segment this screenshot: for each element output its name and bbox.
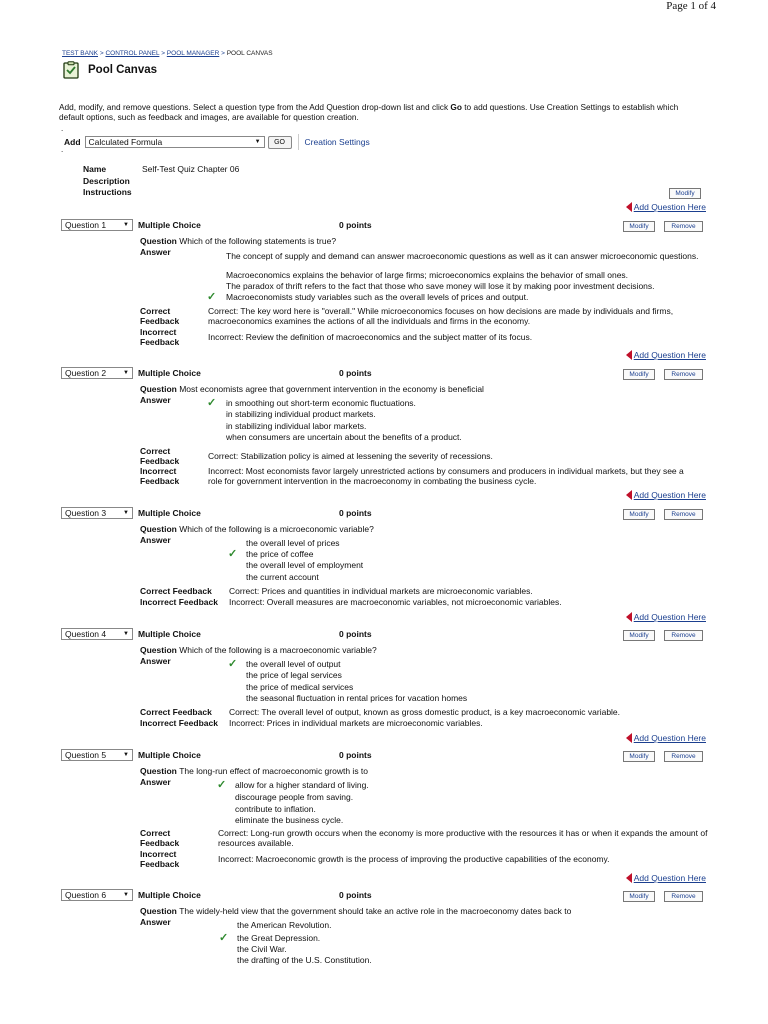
spacer-dot: . xyxy=(61,124,64,133)
question-body: Which of the following is a microeconomic variable? xyxy=(179,524,374,534)
page-header xyxy=(62,61,157,79)
answer-label: Answer xyxy=(140,777,171,787)
add-question-here-link[interactable] xyxy=(626,490,706,500)
pool-name-value: Self-Test Quiz Chapter 06 xyxy=(142,164,240,174)
breadcrumb-separator: > xyxy=(221,50,225,57)
question-number-select[interactable] xyxy=(61,628,133,640)
add-question-label: Add Question Here xyxy=(633,873,706,883)
question-number-value: Question 2 xyxy=(65,368,107,378)
incorrect-feedback-text: Incorrect: Most economists favor largely unrestricted actions by consumers and producers in individual markets, but they see a role for government intervention in the macroeconomy in combating the business cycle. xyxy=(208,466,684,486)
correct-feedback-text: Correct: The key word here is "overall." While microeconomics focuses on how decisions are made by individuals and firms, macroeconomics examines the actions of all the individuals and firms in the economy. xyxy=(208,306,674,326)
remove-question-button[interactable]: Remove xyxy=(664,751,703,762)
correct-check-icon: ✓ xyxy=(207,291,217,303)
question-points: 0 points xyxy=(339,629,372,639)
breadcrumb-separator: > xyxy=(99,50,104,57)
add-arrow-icon xyxy=(626,490,632,500)
modify-question-button[interactable]: Modify xyxy=(623,369,655,380)
intro-go-word: Go xyxy=(450,102,462,112)
remove-question-button[interactable]: Remove xyxy=(664,891,703,902)
answer-label: Answer xyxy=(140,917,171,927)
add-arrow-icon xyxy=(626,612,632,622)
remove-question-button[interactable]: Remove xyxy=(664,221,703,232)
correct-check-icon: ✓ xyxy=(228,548,238,560)
answer-option: the Great Depression. xyxy=(237,933,321,943)
add-question-label: Add Question Here xyxy=(633,350,706,360)
add-question-label: Add Question Here xyxy=(633,612,706,622)
answer-option: the price of legal services xyxy=(246,670,342,680)
intro-text xyxy=(59,102,699,122)
question-type-value: Calculated Formula xyxy=(88,137,163,147)
question-points: 0 points xyxy=(339,750,372,760)
remove-question-button[interactable]: Remove xyxy=(664,630,703,641)
incorrect-feedback-label: Incorrect xyxy=(140,327,177,337)
question-body: Most economists agree that government intervention in the economy is beneficial xyxy=(179,384,484,394)
add-arrow-icon xyxy=(626,202,632,212)
question-body: The widely-held view that the government should take an active role in the macroeconomy dates back to xyxy=(179,906,572,916)
answer-option: the overall level of prices xyxy=(246,538,340,548)
question-text xyxy=(140,524,700,534)
incorrect-feedback-text: Incorrect: Macroeconomic growth is the process of improving the productive capabilities of the economy. xyxy=(218,854,610,864)
question-text xyxy=(140,236,700,246)
dropdown-arrow-icon: ▼ xyxy=(123,370,129,376)
incorrect-feedback-label: Incorrect xyxy=(140,849,177,859)
dropdown-arrow-icon: ▼ xyxy=(123,631,129,637)
question-number-value: Question 1 xyxy=(65,220,107,230)
pool-instructions-label: Instructions xyxy=(83,187,132,197)
answer-label: Answer xyxy=(140,656,171,666)
answer-option: Macroeconomists study variables such as the overall levels of prices and output. xyxy=(226,292,529,302)
question-number-select[interactable] xyxy=(61,507,133,519)
question-label: Question xyxy=(140,645,180,655)
question-type-label: Multiple Choice xyxy=(138,220,201,230)
add-question-label: Add Question Here xyxy=(633,733,706,743)
divider xyxy=(298,134,299,150)
answer-option: Macroeconomics explains the behavior of large firms; microeconomics explains the behavior of small ones. xyxy=(226,270,629,280)
question-body: The long-run effect of macroeconomic growth is to xyxy=(179,766,369,776)
add-arrow-icon xyxy=(626,350,632,360)
incorrect-feedback-label: Feedback xyxy=(140,337,180,347)
answer-option: the overall level of employment xyxy=(246,560,364,570)
answer-label: Answer xyxy=(140,395,171,405)
question-text xyxy=(140,384,700,394)
answer-option: eliminate the business cycle. xyxy=(235,815,344,825)
correct-feedback-text: Correct: Stabilization policy is aimed at lessening the severity of recessions. xyxy=(208,451,493,461)
question-number-value: Question 3 xyxy=(65,508,107,518)
add-question-bar xyxy=(64,134,370,150)
correct-check-icon: ✓ xyxy=(207,397,217,409)
add-question-here-link[interactable] xyxy=(626,350,706,360)
question-body: Which of the following statements is true? xyxy=(179,236,337,246)
answer-option: The paradox of thrift refers to the fact that those who save money will lose it by making poor investment decisions. xyxy=(226,281,655,291)
correct-check-icon: ✓ xyxy=(219,932,229,944)
add-question-here-link[interactable] xyxy=(626,873,706,883)
answer-label: Answer xyxy=(140,247,171,257)
add-arrow-icon xyxy=(626,873,632,883)
question-number-value: Question 4 xyxy=(65,629,107,639)
pool-description-label: Description xyxy=(83,176,130,186)
question-label: Question xyxy=(140,524,180,534)
dropdown-arrow-icon: ▼ xyxy=(123,752,129,758)
incorrect-feedback-text: Incorrect: Review the definition of macroeconomics and the subject matter of its focus. xyxy=(208,332,533,342)
incorrect-feedback-label: Incorrect Feedback xyxy=(140,597,218,607)
page-title: Pool Canvas xyxy=(88,64,158,76)
answer-option: when consumers are uncertain about the benefits of a product. xyxy=(226,432,462,442)
go-button[interactable]: GO xyxy=(268,136,292,149)
correct-feedback-label: Feedback xyxy=(140,316,180,326)
modify-pool-button[interactable]: Modify xyxy=(669,188,701,199)
question-text xyxy=(140,766,700,776)
question-number-value: Question 6 xyxy=(65,890,107,900)
add-question-here-link[interactable] xyxy=(626,733,706,743)
add-question-here-link[interactable] xyxy=(626,612,706,622)
question-text xyxy=(140,645,700,655)
question-points: 0 points xyxy=(339,368,372,378)
question-number-select[interactable] xyxy=(61,889,133,901)
question-number-select[interactable] xyxy=(61,367,133,379)
question-type-label: Multiple Choice xyxy=(138,890,201,900)
intro-part: to add questions. Use Creation Settings to establish which default options, such as feedback and images, are available for question creation. xyxy=(59,102,679,122)
clipboard-icon xyxy=(62,61,80,79)
question-type-label: Multiple Choice xyxy=(138,750,201,760)
question-points: 0 points xyxy=(339,508,372,518)
breadcrumb-current: POOL CANVAS xyxy=(226,50,273,57)
correct-feedback-label: Correct xyxy=(140,828,171,838)
answer-option: the current account xyxy=(246,572,319,582)
add-question-label: Add Question Here xyxy=(633,490,706,500)
question-number-value: Question 5 xyxy=(65,750,107,760)
dropdown-arrow-icon: ▼ xyxy=(123,510,129,516)
dropdown-arrow-icon: ▼ xyxy=(123,892,129,898)
breadcrumb-pool-manager[interactable]: POOL MANAGER xyxy=(166,50,220,57)
correct-check-icon: ✓ xyxy=(217,779,227,791)
incorrect-feedback-label: Feedback xyxy=(140,859,180,869)
incorrect-feedback-label: Incorrect xyxy=(140,466,177,476)
remove-question-button[interactable]: Remove xyxy=(664,509,703,520)
answer-option: discourage people from saving. xyxy=(235,792,354,802)
correct-feedback-label: Correct Feedback xyxy=(140,586,212,596)
question-label: Question xyxy=(140,906,180,916)
correct-feedback-label: Correct xyxy=(140,306,171,316)
question-type-label: Multiple Choice xyxy=(138,508,201,518)
question-label: Question xyxy=(140,236,180,246)
question-type-label: Multiple Choice xyxy=(138,629,201,639)
breadcrumb-control-panel[interactable]: CONTROL PANEL xyxy=(105,50,160,57)
question-number-select[interactable] xyxy=(61,749,133,761)
question-type-select[interactable] xyxy=(85,136,265,148)
intro-part: Add, modify, and remove questions. Select a question type from the Add Question drop-down list and click xyxy=(59,102,451,112)
answer-option: the overall level of output xyxy=(246,659,341,669)
question-points: 0 points xyxy=(339,220,372,230)
modify-question-button[interactable]: Modify xyxy=(623,630,655,641)
incorrect-feedback-label: Feedback xyxy=(140,476,180,486)
question-points: 0 points xyxy=(339,890,372,900)
answer-option: The concept of supply and demand can answer macroeconomic questions as well as it can answer microeconomic questions. xyxy=(226,251,699,261)
page-number: Page 1 of 4 xyxy=(666,0,716,12)
add-question-here-link[interactable] xyxy=(626,202,706,212)
correct-feedback-label: Correct xyxy=(140,446,171,456)
answer-option: in stabilizing individual labor markets. xyxy=(226,421,367,431)
question-label: Question xyxy=(140,384,180,394)
dropdown-arrow-icon: ▼ xyxy=(254,139,261,145)
question-type-label: Multiple Choice xyxy=(138,368,201,378)
correct-feedback-text: Correct: The overall level of output, known as gross domestic product, is a key macroeconomic variable. xyxy=(229,707,621,717)
answer-option: the American Revolution. xyxy=(237,920,332,930)
answer-option: in smoothing out short-term economic fluctuations. xyxy=(226,398,416,408)
question-text xyxy=(140,906,700,916)
answer-option: the Civil War. xyxy=(237,944,287,954)
question-number-select[interactable] xyxy=(61,219,133,231)
answer-option: the seasonal fluctuation in rental prices for vacation homes xyxy=(246,693,468,703)
correct-feedback-label: Feedback xyxy=(140,456,180,466)
creation-settings-link[interactable]: Creation Settings xyxy=(304,137,370,147)
modify-question-button[interactable]: Modify xyxy=(623,509,655,520)
answer-option: allow for a higher standard of living. xyxy=(235,780,369,790)
answer-option: contribute to inflation. xyxy=(235,804,316,814)
add-arrow-icon xyxy=(626,733,632,743)
question-label: Question xyxy=(140,766,180,776)
answer-option: in stabilizing individual product markets. xyxy=(226,409,376,419)
dropdown-arrow-icon: ▼ xyxy=(123,222,129,228)
spacer-dot: . xyxy=(61,145,64,154)
modify-question-button[interactable]: Modify xyxy=(623,891,655,902)
breadcrumb-test-bank[interactable]: TEST BANK xyxy=(62,50,99,57)
answer-option: the drafting of the U.S. Constitution. xyxy=(237,955,372,965)
answer-label: Answer xyxy=(140,535,171,545)
incorrect-feedback-text: Incorrect: Prices in individual markets are microeconomic variables. xyxy=(229,718,483,728)
correct-feedback-label: Feedback xyxy=(140,838,180,848)
incorrect-feedback-text: Incorrect: Overall measures are macroeconomic variables, not microeconomic variables. xyxy=(229,597,562,607)
incorrect-feedback-label: Incorrect Feedback xyxy=(140,718,218,728)
correct-feedback-label: Correct Feedback xyxy=(140,707,212,717)
modify-question-button[interactable]: Modify xyxy=(623,751,655,762)
correct-feedback-text: Correct: Long-run growth occurs when the economy is more productive with the resources it has or when it expands the amount of resources available. xyxy=(218,828,708,848)
add-question-label: Add Question Here xyxy=(633,202,706,212)
breadcrumb-separator: > xyxy=(161,50,165,57)
correct-check-icon: ✓ xyxy=(228,658,238,670)
correct-feedback-text: Correct: Prices and quantities in individual markets are microeconomic variables. xyxy=(229,586,533,596)
question-body: Which of the following is a macroeconomic variable? xyxy=(179,645,377,655)
modify-question-button[interactable]: Modify xyxy=(623,221,655,232)
pool-name-label: Name xyxy=(83,164,107,174)
breadcrumb xyxy=(62,50,273,57)
answer-option: the price of medical services xyxy=(246,682,354,692)
answer-option: the price of coffee xyxy=(246,549,314,559)
add-label: Add xyxy=(64,137,81,147)
remove-question-button[interactable]: Remove xyxy=(664,369,703,380)
